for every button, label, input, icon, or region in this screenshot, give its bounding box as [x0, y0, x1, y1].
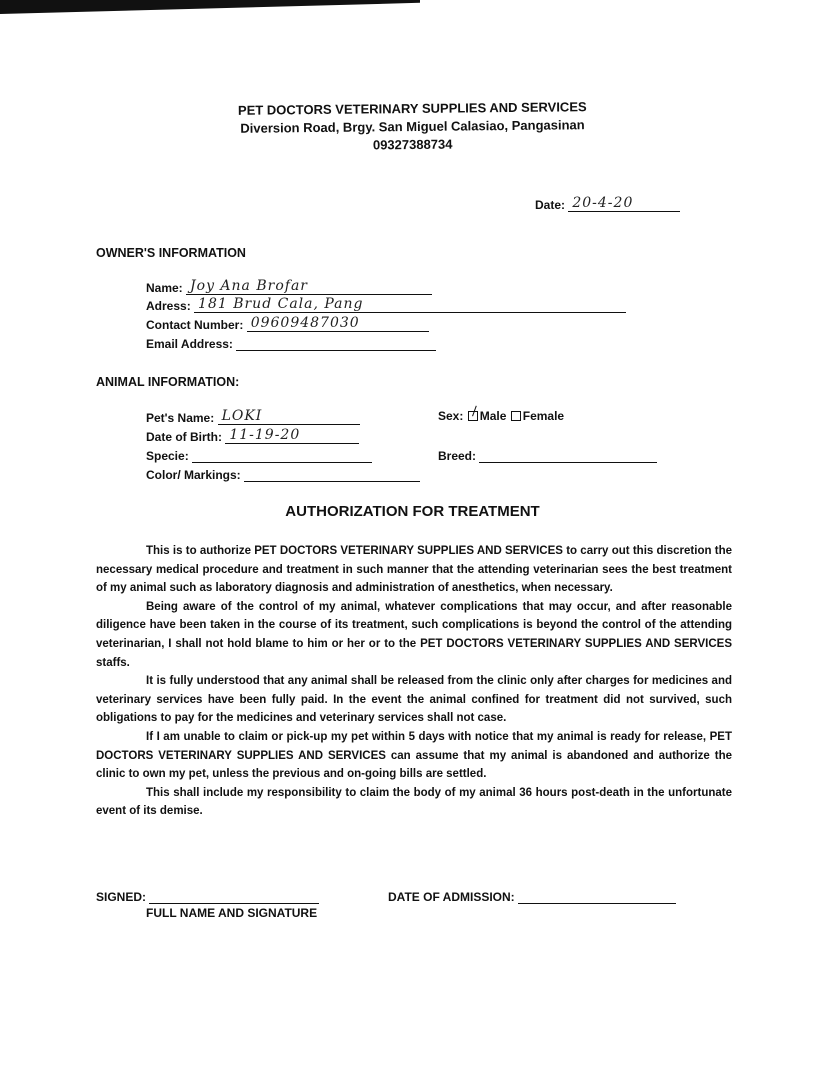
- date-label: Date:: [535, 198, 566, 212]
- signature-line[interactable]: [149, 888, 319, 904]
- owner-name-line[interactable]: [186, 279, 432, 295]
- color-label: Color/ Markings:: [146, 468, 241, 482]
- authorization-paragraph: This shall include my responsibility to claim the body of my animal 36 hours post-death in the unfortunate event of its demise.: [96, 786, 732, 818]
- pet-name-field: [146, 409, 360, 425]
- breed-line[interactable]: [479, 447, 657, 463]
- specie-field: [146, 447, 372, 463]
- animal-section-title: ANIMAL INFORMATION:: [96, 375, 240, 389]
- owner-name-value: Joy Ana Brofar: [190, 278, 308, 294]
- clinic-header: [0, 96, 825, 159]
- pet-name-line[interactable]: [218, 409, 360, 425]
- owner-address-label: Adress:: [146, 299, 191, 313]
- sex-field: [438, 409, 564, 423]
- pet-name-value: LOKI: [221, 408, 263, 424]
- pet-name-label: Pet's Name:: [146, 411, 215, 425]
- authorization-title: AUTHORIZATION FOR TREATMENT: [285, 503, 540, 520]
- owner-email-label: Email Address:: [146, 337, 233, 351]
- sex-female-checkbox[interactable]: [511, 411, 521, 421]
- color-line[interactable]: [244, 466, 420, 482]
- dob-label: Date of Birth:: [146, 430, 222, 444]
- dob-line[interactable]: [225, 428, 359, 444]
- breed-field: [438, 447, 657, 463]
- owner-contact-field: [146, 316, 429, 332]
- clinic-address: Diversion Road, Brgy. San Miguel Calasiao, Pangasinan: [240, 117, 585, 136]
- scan-edge-artifact: [0, 0, 420, 14]
- admission-label: DATE OF ADMISSION:: [388, 890, 515, 904]
- dob-value: 11-19-20: [229, 427, 301, 443]
- dob-field: [146, 428, 359, 444]
- sex-male-checkbox[interactable]: [468, 411, 478, 421]
- sex-male-label: Male: [479, 409, 507, 423]
- authorization-paragraph: Being aware of the control of my animal, whatever complications that may occur, and after reasonable diligence have been taken in the course of its treatment, such complications is beyond the control of the attending veterinarian, I shall not hold blame to him or her or to the PET DOCTORS VETERINARY SUPPLIES AND SERVICES staffs.: [96, 600, 732, 669]
- admission-field: [388, 888, 676, 904]
- signed-label: SIGNED:: [96, 890, 147, 904]
- specie-label: Specie:: [146, 449, 189, 463]
- owner-name-label: Name:: [146, 281, 183, 295]
- color-field: [146, 466, 420, 482]
- admission-line[interactable]: [518, 888, 676, 904]
- owner-section-title: OWNER'S INFORMATION: [96, 246, 246, 260]
- sex-label: Sex:: [438, 409, 464, 423]
- clinic-phone: 09327388734: [372, 136, 453, 153]
- owner-email-field: [146, 335, 436, 351]
- authorization-body: [96, 542, 732, 821]
- signed-caption: FULL NAME AND SIGNATURE: [146, 906, 318, 920]
- owner-address-line[interactable]: [194, 297, 626, 313]
- clinic-name: PET DOCTORS VETERINARY SUPPLIES AND SERVICES: [237, 99, 587, 118]
- owner-contact-value: 09609487030: [250, 315, 360, 331]
- owner-email-line[interactable]: [236, 335, 436, 351]
- owner-address-field: [146, 297, 626, 313]
- authorization-paragraph: If I am unable to claim or pick-up my pet within 5 days with notice that my animal is ready for release, PET DOCTORS VETERINARY SUPPLIES AND SERVICES can assume that my animal is abandoned and authorize the clinic to own my pet, unless the previous and on-going bills are settled.: [96, 730, 732, 781]
- date-value: 20-4-20: [572, 195, 634, 211]
- breed-label: Breed:: [438, 449, 477, 463]
- date-line[interactable]: [568, 196, 680, 212]
- specie-line[interactable]: [192, 447, 372, 463]
- owner-name-field: [146, 279, 432, 295]
- owner-contact-label: Contact Number:: [146, 318, 244, 332]
- date-field: [535, 196, 680, 212]
- owner-address-value: 181 Brud Cala, Pang: [198, 296, 364, 312]
- signed-field: [96, 888, 319, 904]
- owner-contact-line[interactable]: [247, 316, 429, 332]
- authorization-paragraph: This is to authorize PET DOCTORS VETERINARY SUPPLIES AND SERVICES to carry out this discretion the necessary medical procedure and treatment in such manner that the attending veterinarian sees the best treatment of my animal such as laboratory diagnosis and administration of anesthetics, when necessary.: [96, 545, 732, 595]
- authorization-paragraph: It is fully understood that any animal shall be released from the clinic only after charges for medicines and veterinary services have been fully paid. In the event the animal confined for treatment did not survived, such obligations to pay for the medicines and veterinary services shall not case.: [96, 675, 732, 725]
- sex-female-label: Female: [522, 409, 565, 423]
